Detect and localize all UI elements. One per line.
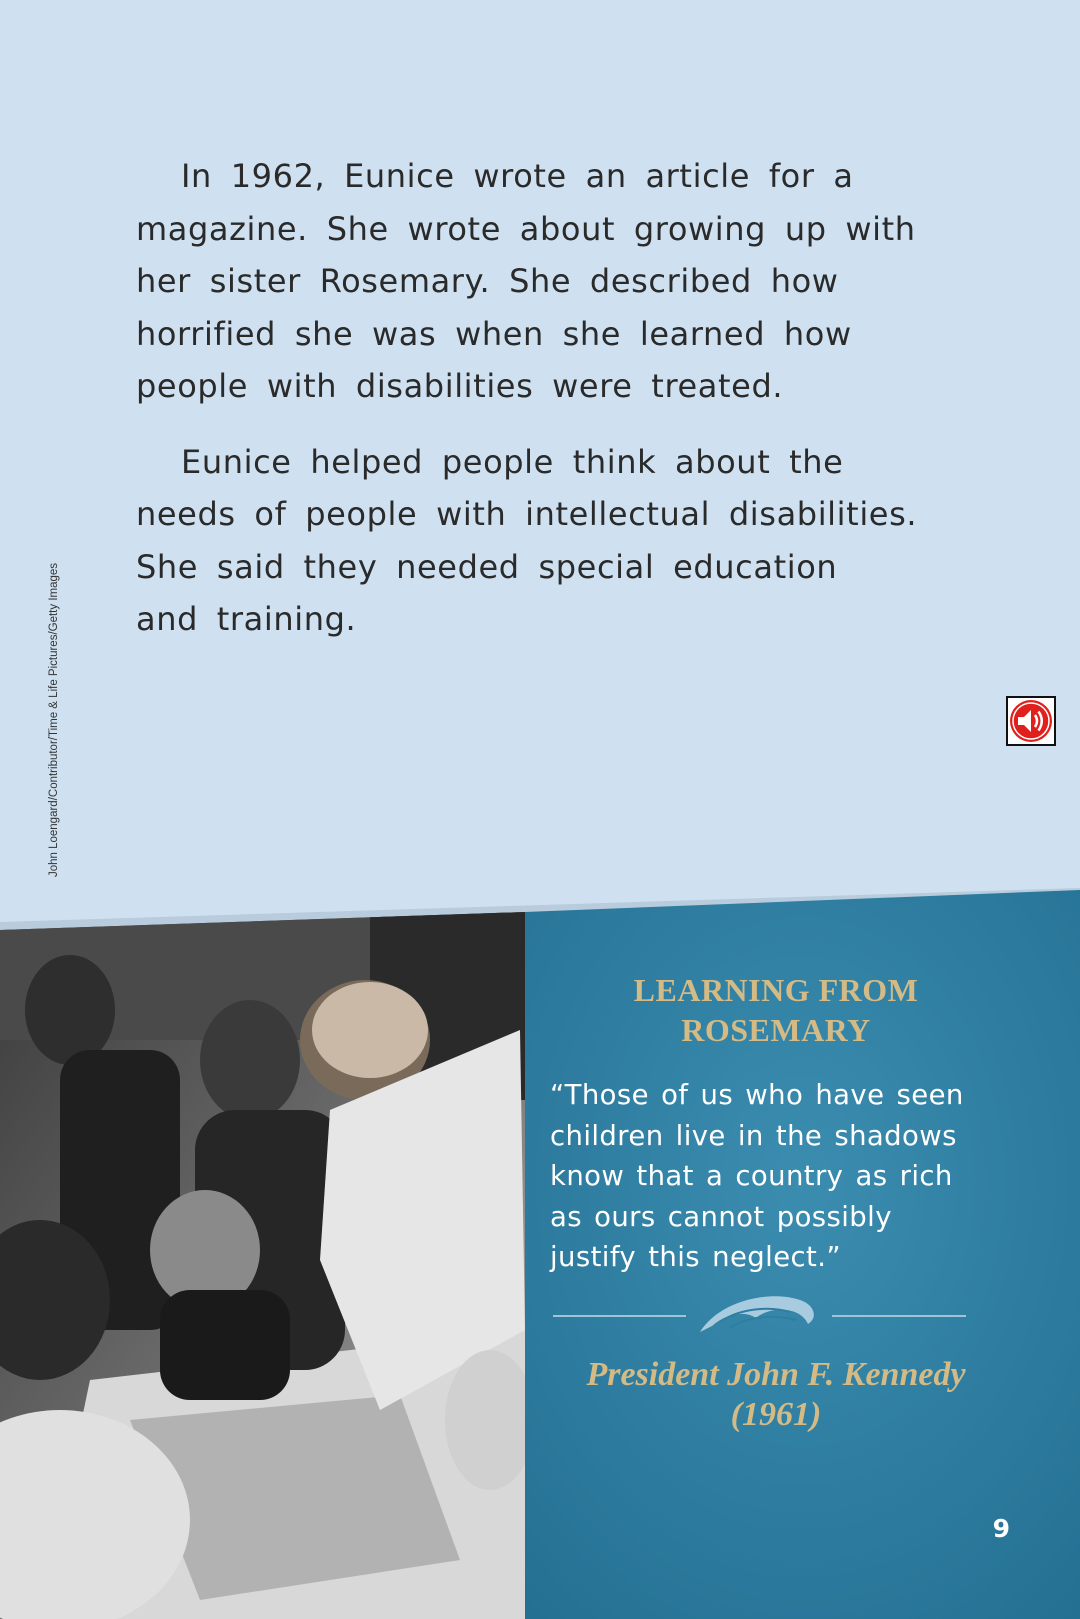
kennedy-quote: “Those of us who have seen children live in the shadows know that a country as rich as ours cannot possibly justify this neglect.” [550, 1079, 964, 1273]
page-number: 9 [992, 1514, 1010, 1543]
paragraph-1: In 1962, Eunice wrote an article for a magazine. She wrote about growing up with her sister Rosemary. She described how horrified she was when she learned how people with disabilities were treated. [136, 157, 916, 405]
sidebar-title: LEARNING FROM ROSEMARY [633, 972, 919, 1048]
quote-attribution: President John F. Kennedy (1961) [586, 1356, 966, 1433]
speaker-icon [1009, 699, 1053, 743]
audio-play-button[interactable] [1006, 696, 1056, 746]
photo-credit: John Loengard/Contributor/Time & Life Pictures/Getty Images [48, 562, 60, 878]
black-and-white-photo [0, 900, 535, 1619]
paragraph-2: Eunice helped people think about the needs of people with intellectual disabilities. She said they needed special education and training. [136, 442, 918, 638]
body-text [136, 150, 936, 646]
sidebar-heading [540, 970, 1012, 1050]
